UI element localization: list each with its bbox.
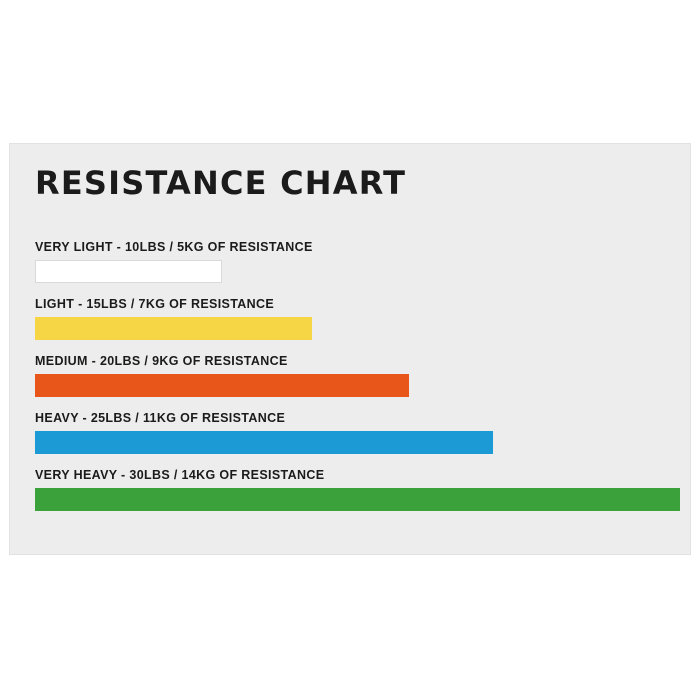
bar-list xyxy=(35,240,680,525)
bar-row xyxy=(35,297,680,340)
page-title: RESISTANCE CHART xyxy=(35,164,407,202)
bar-label-medium: MEDIUM - 20LBS / 9KG OF RESISTANCE xyxy=(35,354,288,368)
bar-row xyxy=(35,354,680,397)
bar-light xyxy=(35,317,312,340)
bar-row xyxy=(35,240,680,283)
bar-label-very-heavy: VERY HEAVY - 30LBS / 14KG OF RESISTANCE xyxy=(35,468,325,482)
bar-very-heavy xyxy=(35,488,680,511)
bar-heavy xyxy=(35,431,493,454)
resistance-chart-card xyxy=(9,143,691,555)
bar-row xyxy=(35,411,680,454)
bar-very-light xyxy=(35,260,222,283)
bar-label-heavy: HEAVY - 25LBS / 11KG OF RESISTANCE xyxy=(35,411,286,425)
bar-row xyxy=(35,468,680,511)
bar-label-very-light: VERY LIGHT - 10LBS / 5KG OF RESISTANCE xyxy=(35,240,313,254)
bar-medium xyxy=(35,374,409,397)
bar-label-light: LIGHT - 15LBS / 7KG OF RESISTANCE xyxy=(35,297,275,311)
